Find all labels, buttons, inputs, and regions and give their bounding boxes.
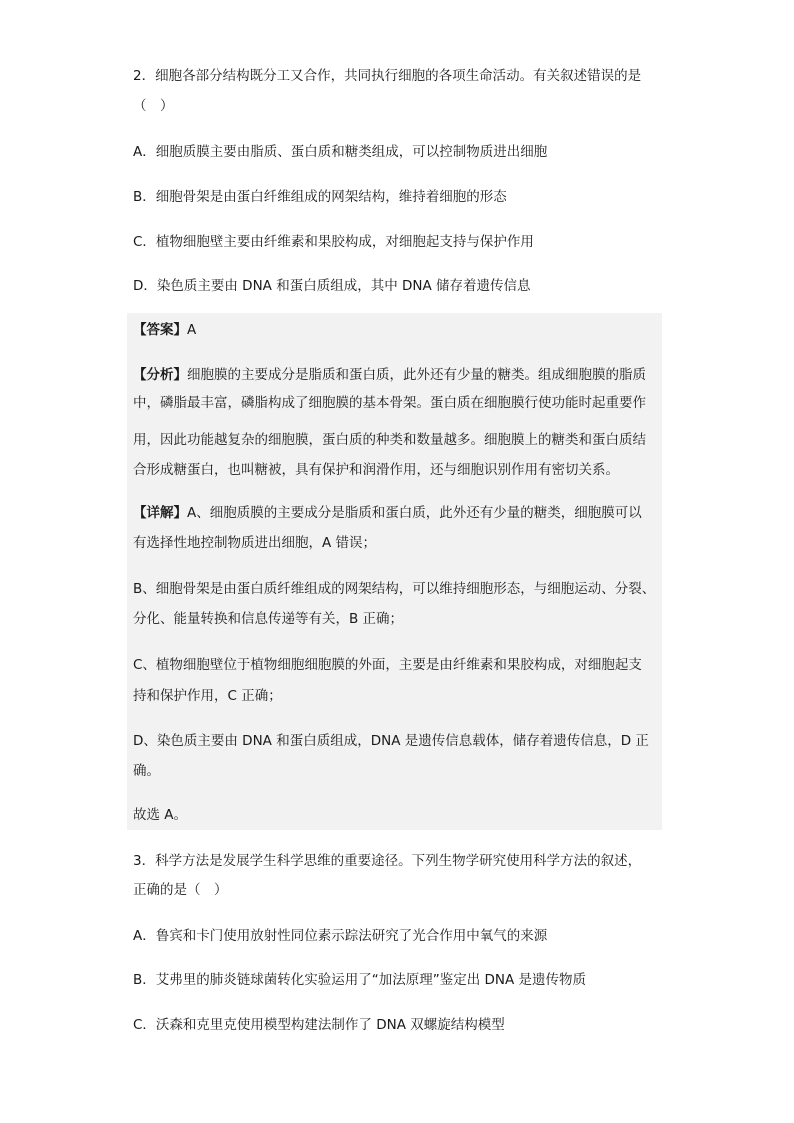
- q3-stem-line1: 3．科学方法是发展学生科学思维的重要途径。下列生物学研究使用科学方法的叙述，: [133, 853, 642, 869]
- detail-tag: 【详解】: [133, 505, 187, 521]
- detail-line-7: D、染色质主要由 DNA 和蛋白质组成，DNA 是遗传信息载体，储存着遗传信息，D 正: [133, 733, 649, 749]
- analysis-line-4: 合形成糖蛋白，也叫糖被，具有保护和润滑作用，还与细胞识别作用有密切关系。: [133, 462, 619, 478]
- analysis-line-2: 中，磷脂最丰富，磷脂构成了细胞膜的基本骨架。蛋白质在细胞膜行使功能时起重要作: [133, 395, 646, 411]
- answer-value: A: [187, 322, 197, 338]
- q3-option-c: C．沃森和克里克使用模型构建法制作了 DNA 双螺旋结构模型: [133, 1017, 505, 1033]
- analysis-line-3: 用，因此功能越复杂的细胞膜，蛋白质的种类和数量越多。细胞膜上的糖类和蛋白质结: [133, 432, 646, 448]
- answer-line: [133, 320, 196, 340]
- q2-option-d: D．染色质主要由 DNA 和蛋白质组成，其中 DNA 储存着遗传信息: [133, 278, 531, 294]
- detail-line-6: 持和保护作用，C 正确；: [133, 688, 282, 704]
- q3-option-a: A．鲁宾和卡门使用放射性同位素示踪法研究了光合作用中氧气的来源: [133, 928, 548, 944]
- analysis-tag: 【分析】: [133, 367, 187, 383]
- detail-line-8: 确。: [133, 763, 160, 779]
- analysis-text-1: 细胞膜的主要成分是脂质和蛋白质，此外还有少量的糖类。组成细胞膜的脂质: [187, 367, 646, 383]
- detail-text-1: A、细胞质膜的主要成分是脂质和蛋白质，此外还有少量的糖类，细胞膜可以: [187, 505, 642, 521]
- q2-option-a: A．细胞质膜主要由脂质、蛋白质和糖类组成，可以控制物质进出细胞: [133, 144, 548, 160]
- conclusion: 故选 A。: [133, 807, 188, 823]
- answer-panel: [127, 313, 662, 830]
- q2-stem-line2: （ ）: [133, 98, 174, 114]
- q2-option-b: B．细胞骨架是由蛋白纤维组成的网架结构，维持着细胞的形态: [133, 189, 507, 205]
- q2-option-c: C．植物细胞壁主要由纤维素和果胶构成，对细胞起支持与保护作用: [133, 234, 534, 250]
- detail-line-5: C、植物细胞壁位于植物细胞细胞膜的外面，主要是由纤维素和果胶构成，对细胞起支: [133, 657, 642, 673]
- answer-tag: 【答案】: [133, 322, 187, 338]
- q2-stem-line1: 2．细胞各部分结构既分工又合作，共同执行细胞的各项生命活动。有关叙述错误的是: [133, 68, 642, 84]
- detail-line-2: 有选择性地控制物质进出细胞，A 错误；: [133, 535, 377, 551]
- q3-option-b: B．艾弗里的肺炎链球菌转化实验运用了“加法原理”鉴定出 DNA 是遗传物质: [133, 972, 587, 988]
- detail-line-3: B、细胞骨架是由蛋白质纤维组成的网架结构，可以维持细胞形态，与细胞运动、分裂、: [133, 581, 656, 597]
- q3-stem-line2: 正确的是（ ）: [133, 882, 228, 898]
- detail-line-4: 分化、能量转换和信息传递等有关，B 正确；: [133, 611, 404, 627]
- detail-line-1: [133, 503, 642, 523]
- analysis-line-1: [133, 365, 646, 385]
